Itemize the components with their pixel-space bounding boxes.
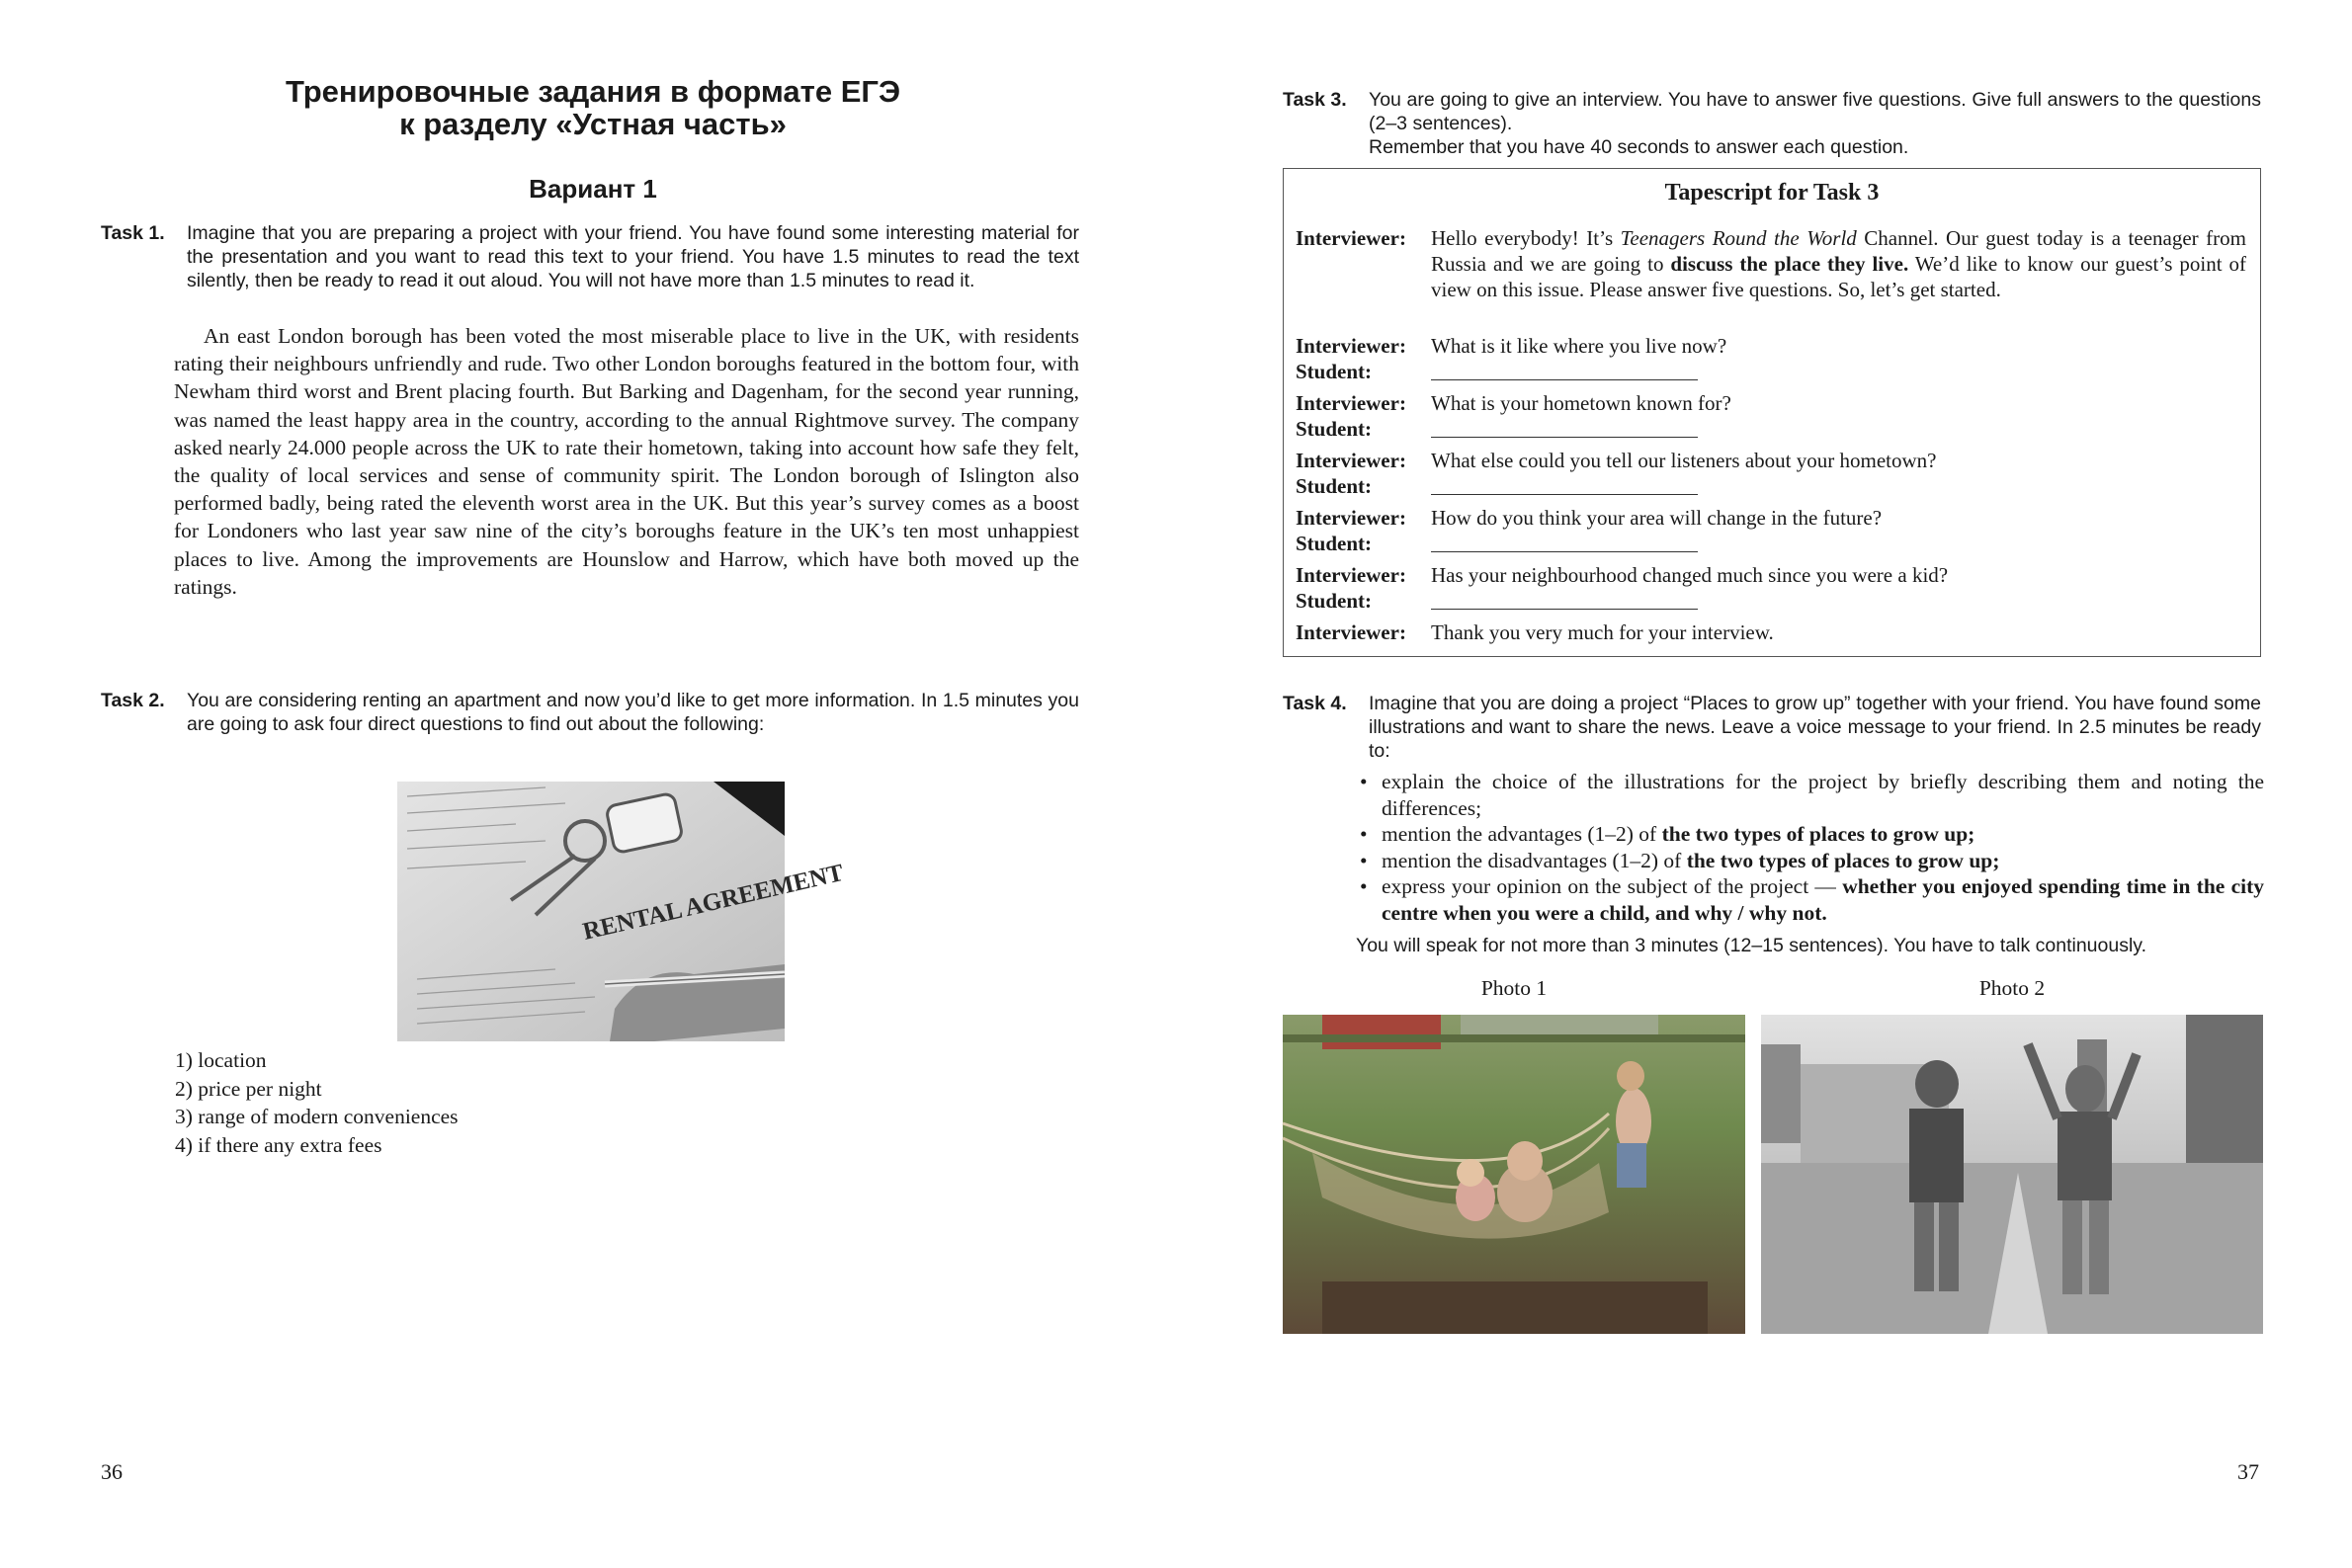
tapescript-question-4 — [1296, 505, 2246, 531]
question-text: What else could you tell our listeners about your hometown? — [1431, 449, 1937, 472]
answer-line — [1431, 416, 1698, 438]
tapescript-answer-2 — [1296, 416, 2246, 441]
photo-1-image — [1283, 1015, 1745, 1334]
list-item — [1357, 873, 2264, 926]
task-2-instructions: You are considering renting an apartment and now you’d like to get more information. In 1.5 minutes you are going to ask four direct questions to find out about the following: — [187, 690, 1079, 735]
question-text: What is your hometown known for? — [1431, 391, 1731, 415]
bullet-text: explain the choice of the illustrations for the project by briefly describing them and noting the differences; — [1382, 770, 2264, 820]
answer-line — [1431, 531, 1698, 552]
speaker-label: Interviewer: — [1296, 226, 1406, 250]
bullet-emphasis: the two types of places to grow up; — [1686, 848, 2000, 872]
bullet-icon: • — [1360, 848, 1368, 872]
rental-agreement-text: RENTAL AGREEMENT — [580, 859, 847, 946]
list-item: 4) if there any extra fees — [175, 1132, 382, 1157]
bullet-emphasis: whether you enjoyed spending time in the city centre when you were a child, and why / why not. — [1382, 874, 2264, 925]
variant-heading: Вариант 1 — [529, 174, 657, 204]
task-3-label: Task 3. — [1283, 89, 1347, 111]
tapescript-question-2 — [1296, 390, 2246, 416]
answer-line — [1431, 473, 1698, 495]
speaker-label: Student: — [1296, 417, 1373, 441]
list-item: 1) location — [175, 1048, 267, 1072]
speaker-label: Interviewer: — [1296, 506, 1406, 530]
speaker-label: Student: — [1296, 360, 1373, 383]
task-4-bullet-list — [1357, 769, 2264, 926]
question-text: What is it like where you live now? — [1431, 334, 1727, 358]
task-2-topic-list — [175, 1046, 459, 1159]
list-item — [1357, 821, 2264, 848]
task-2-label: Task 2. — [101, 690, 165, 711]
tapescript-answer-5 — [1296, 588, 2246, 613]
task-3-instructions: You are going to give an interview. You have to answer five questions. Give full answers to the questions (2–3 sentences). — [1369, 89, 2261, 134]
question-text: Has your neighbourhood changed much since you were a kid? — [1431, 563, 1949, 587]
tapescript-box — [1283, 168, 2261, 657]
page-number-right: 37 — [2237, 1459, 2259, 1484]
task-4-instructions: Imagine that you are doing a project “Places to grow up” together with your friend. You have found some illustrations and want to share the news. Leave a voice message to your friend. In 2.5 minutes be ready to: — [1369, 693, 2261, 762]
tapescript-answer-3 — [1296, 473, 2246, 498]
tapescript-intro — [1296, 225, 2246, 302]
speaker-label: Student: — [1296, 532, 1373, 555]
intro-topic: discuss the place they live. — [1670, 252, 1909, 276]
answer-line — [1431, 588, 1698, 610]
tapescript-answer-1 — [1296, 359, 2246, 383]
intro-text: Hello everybody! It’s — [1431, 226, 1621, 250]
rental-agreement-image — [397, 782, 847, 1041]
speaker-label: Interviewer: — [1296, 391, 1406, 415]
speaker-label: Interviewer: — [1296, 449, 1406, 472]
tapescript-outro — [1296, 619, 2246, 645]
closing-text: Thank you very much for your interview. — [1431, 620, 1774, 644]
list-item — [1357, 769, 2264, 821]
photo-1-label: Photo 1 — [1480, 976, 1548, 1000]
tapescript-question-1 — [1296, 333, 2246, 359]
list-item: 2) price per night — [175, 1076, 322, 1101]
task-3-reminder: Remember that you have 40 seconds to answer each question. — [1369, 136, 1909, 158]
speaker-label: Interviewer: — [1296, 620, 1406, 644]
utterance — [1431, 225, 2246, 302]
task-1 — [101, 221, 1079, 292]
bullet-icon: • — [1360, 874, 1368, 898]
title-line-2: к разделу «Устная часть» — [399, 107, 787, 141]
task-1-label: Task 1. — [101, 222, 165, 244]
task-4 — [1283, 692, 2261, 763]
tapescript-answer-4 — [1296, 531, 2246, 555]
tapescript-question-3 — [1296, 448, 2246, 473]
task-2 — [101, 689, 1079, 736]
intro-text: We’d like to know our guest’s point of view on this issue. Please answer five questions. So, let’s get started. — [1431, 252, 2246, 301]
speaker-label: Student: — [1296, 474, 1373, 498]
task-3 — [1283, 88, 2261, 159]
bullet-text: mention the disadvantages (1–2) of — [1382, 848, 1687, 872]
task-4-speaking-note: You will speak for not more than 3 minutes (12–15 sentences). You have to talk continuously. — [1356, 935, 2146, 956]
bullet-icon: • — [1360, 770, 1368, 793]
bullet-text: mention the advantages (1–2) of — [1382, 822, 1662, 846]
page-title — [99, 75, 1087, 140]
speaker-label: Student: — [1296, 589, 1373, 613]
speaker-label: Interviewer: — [1296, 563, 1406, 587]
answer-line — [1431, 359, 1698, 380]
list-item — [1357, 848, 2264, 874]
bullet-text: express your opinion on the subject of the project — — [1382, 874, 1843, 898]
speaker-label: Interviewer: — [1296, 334, 1406, 358]
bullet-icon: • — [1360, 822, 1368, 846]
intro-text: Channel. Our guest today is a teenager from Russia and we are going to — [1431, 226, 2246, 276]
photo-2-label: Photo 2 — [1978, 976, 2046, 1000]
reading-passage: An east London borough has been voted the most miserable place to live in the UK, with residents rating their neighbours unfriendly and rude. Two other London boroughs featured in the bottom four, with Newham third worst and Brent placing fourth. But Barking and Dagenham, for the second year running, was named the least happy area in the country, according to the annual Rightmove survey. The company asked nearly 24.000 people across the UK to rate their hometown, taking into account how safe they felt, the quality of local services and sense of community spirit. The London borough of Islington also performed badly, being rated the eleventh worst area in the UK. But this year’s survey comes as a boost for Londoners who last year saw nine of the city’s boroughs feature in the UK’s ten most unhappiest places to live. Among the improvements are Hounslow and Harrow, which have both moved up the ratings. — [174, 324, 1079, 599]
tapescript-question-5 — [1296, 562, 2246, 588]
page-number-left: 36 — [101, 1459, 123, 1484]
question-text: How do you think your area will change in the future? — [1431, 506, 1883, 530]
photo-2-image — [1761, 1015, 2263, 1334]
task-1-instructions: Imagine that you are preparing a project with your friend. You have found some interesting material for the presentation and you want to read this text to your friend. You have 1.5 minutes to read the text silently, then be ready to read it out aloud. You will not have more than 1.5 minutes to read it. — [187, 222, 1079, 291]
title-line-1: Тренировочные задания в формате ЕГЭ — [285, 74, 901, 109]
tapescript-title: Tapescript for Task 3 — [1664, 180, 1880, 206]
list-item: 3) range of modern conveniences — [175, 1105, 459, 1128]
task-4-label: Task 4. — [1283, 693, 1347, 714]
show-name: Teenagers Round the World — [1620, 226, 1857, 250]
bullet-emphasis: the two types of places to grow up; — [1661, 822, 1975, 846]
